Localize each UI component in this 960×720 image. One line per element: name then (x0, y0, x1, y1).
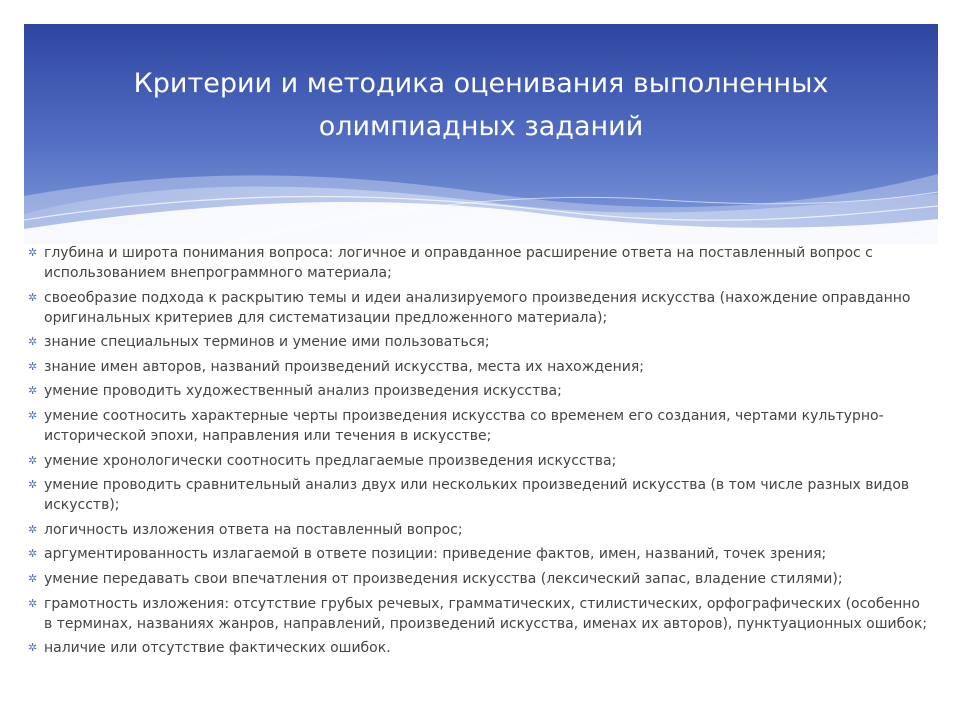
star-icon: ✲ (28, 596, 38, 610)
list-item (28, 520, 928, 540)
list-item-text: умение хронологически соотносить предлагаемые произведения искусства; (44, 452, 617, 469)
star-icon: ✲ (28, 547, 38, 561)
star-icon: ✲ (28, 641, 38, 655)
star-icon: ✲ (28, 522, 38, 536)
list-item (28, 357, 928, 377)
list-item (28, 451, 928, 471)
list-item (28, 638, 928, 658)
list-item (28, 243, 928, 283)
list-item-text: глубина и широта понимания вопроса: логичное и оправданное расширение ответа на поставленный вопрос с использованием внепрограммного материала; (44, 245, 873, 281)
star-icon: ✲ (28, 453, 38, 467)
list-item-text: умение соотносить характерные черты произведения искусства со временем его создания, чертами культурно-исторической эпохи, направления или течения в искусстве; (44, 407, 884, 444)
star-icon: ✲ (28, 246, 38, 259)
list-item (28, 544, 928, 564)
title-line-2: олимпиадных заданий (318, 111, 644, 142)
list-item-text: аргументированность излагаемой в ответе позиции: приведение фактов, имен, названий, точек зрения; (44, 546, 827, 563)
star-icon: ✲ (28, 359, 38, 373)
list-item (28, 594, 928, 634)
list-item-text: умение передавать свои впечатления от произведения искусства (лексический запас, владение стилями); (44, 570, 843, 587)
star-icon: ✲ (28, 335, 38, 349)
list-item (28, 406, 928, 446)
list-item-text: наличие или отсутствие фактических ошибок. (44, 640, 391, 657)
list-item (28, 475, 928, 515)
star-icon: ✲ (28, 478, 38, 492)
list-item (28, 288, 928, 328)
list-item (28, 332, 928, 352)
list-item-text: знание имен авторов, названий произведений искусства, места их нахождения; (44, 358, 645, 375)
list-item-text: своеобразие подхода к раскрытию темы и идеи анализируемого произведения искусства (нахождение оправданно оригинальных критериев для систематизации предложенного материала); (44, 289, 911, 326)
star-icon: ✲ (28, 290, 38, 304)
list-item-text: умение проводить сравнительный анализ двух или нескольких произведений искусства (в том числе разных видов искусств); (44, 477, 910, 514)
star-icon: ✲ (28, 408, 38, 422)
list-item-text: знание специальных терминов и умение ими пользоваться; (44, 334, 490, 351)
star-icon: ✲ (28, 384, 38, 398)
list-item-text: умение проводить художественный анализ произведения искусства; (44, 383, 562, 400)
slide-title (24, 62, 938, 148)
list-item (28, 569, 928, 589)
title-line-1: Критерии и методика оценивания выполненных (133, 68, 829, 99)
list-item-text: грамотность изложения: отсутствие грубых речевых, грамматических, стилистических, орфографических (особенно в терминах, названиях жанров, направлений, произведений искусства, именах их авторов), пунктуационных ошибок; (44, 595, 928, 632)
criteria-list (28, 243, 928, 663)
star-icon: ✲ (28, 571, 38, 585)
list-item (28, 381, 928, 401)
list-item-text: логичность изложения ответа на поставленный вопрос; (44, 521, 463, 538)
